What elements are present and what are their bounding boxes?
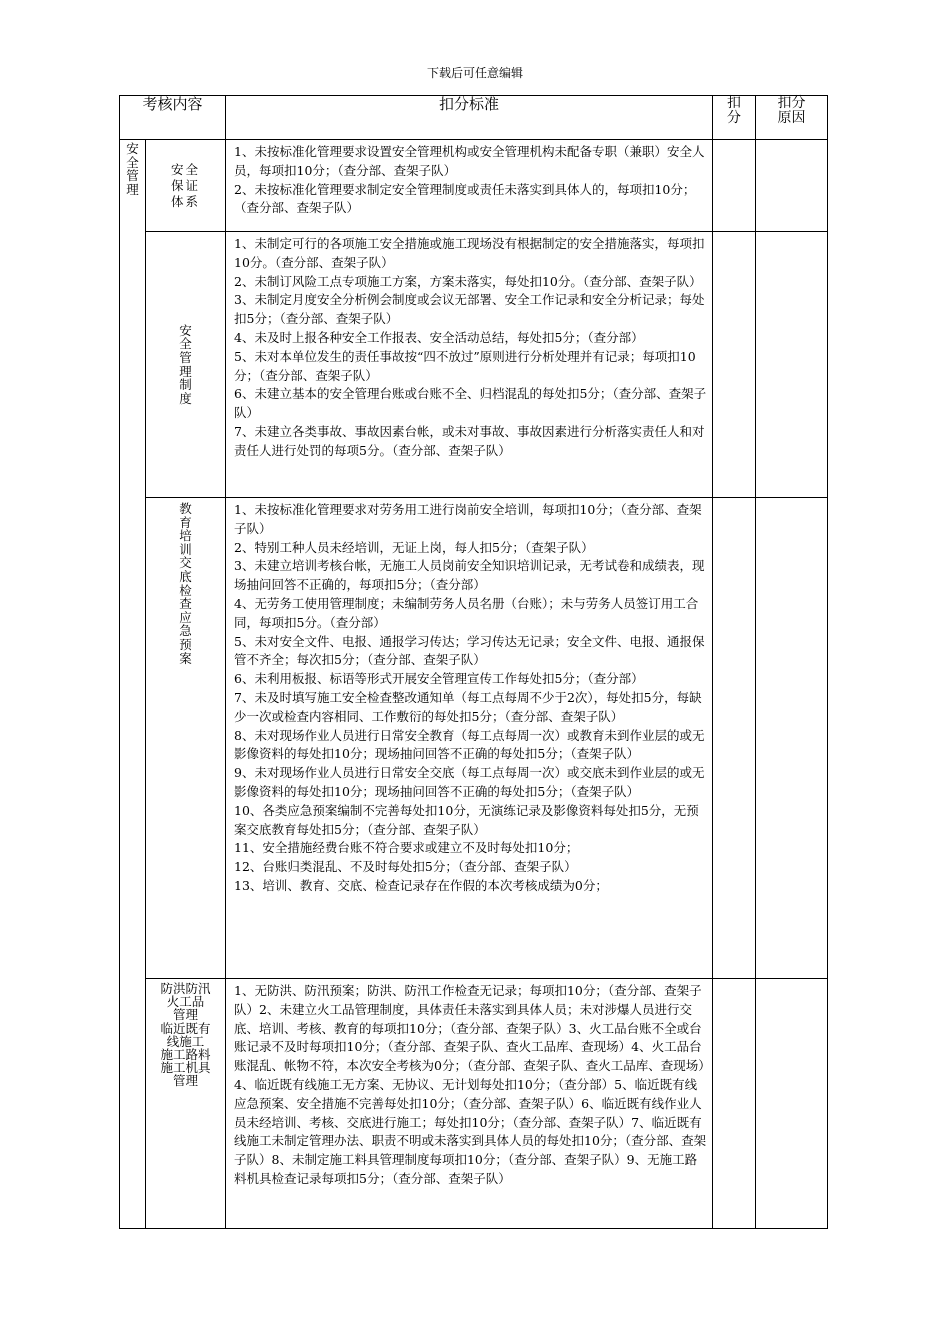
header-row	[120, 96, 828, 140]
category-label: 安全管理	[126, 141, 139, 197]
standard-cell	[226, 498, 713, 979]
score-table	[119, 95, 828, 1229]
standard-cell	[226, 140, 713, 232]
row-safety-system	[120, 140, 828, 232]
section-name: 安全保证体系	[146, 140, 226, 232]
standard-item: 7、未建立各类事故、事故因素台帐，或未对事故、事故因素进行分析落实责任人和对责任人进行处罚的每项5分。（查分部、查架子队）	[234, 423, 705, 458]
reason-cell[interactable]	[756, 232, 828, 498]
standard-cell	[226, 979, 713, 1229]
header-note: 下载后可任意编辑	[426, 66, 523, 80]
deduction-cell[interactable]	[713, 498, 756, 979]
standard-item: 5、未对安全文件、电报、通报学习传达；学习传达无记录；安全文件、电报、通报保管不齐全；每次扣5分；（查分部、查架子队）	[234, 633, 705, 668]
standard-item: 2、未按标准化管理要求制定安全管理制度或责任未落实到具体人的，每项扣10分；（查分部、查架子队）	[234, 181, 696, 216]
standard-item: 1、未制定可行的各项施工安全措施或施工现场没有根据制定的安全措施落实，每项扣10分。（查分部、查架子队）	[234, 236, 705, 270]
deduction-cell[interactable]	[713, 140, 756, 232]
standard-item: 11、安全措施经费台账不符合要求或建立不及时每处扣10分；	[234, 840, 579, 856]
standard-item: 2、未制订风险工点专项施工方案，方案未落实，每处扣10分。（查分部、查架子队）	[234, 273, 702, 289]
row-safety-rules	[120, 232, 828, 498]
section-name: 教育培训交底检查应急预案	[146, 498, 226, 979]
standard-item: 4、无劳务工使用管理制度；未编制劳务人员名册（台账）；未与劳务人员签订用工合同，每项扣5分。（查分部）	[234, 595, 699, 630]
header-deduction: 扣分	[713, 96, 756, 140]
standard-cell	[226, 232, 713, 498]
section-name: 防洪防汛 火工品 管理 临近既有 线施工 施工路料 施工机具 管理	[146, 979, 226, 1229]
standard-item: 13、培训、教育、交底、检查记录存在作假的本次考核成绩为0分；	[234, 877, 608, 893]
standard-item: 12、台账归类混乱、不及时每处扣5分；（查分部、查架子队）	[234, 859, 577, 875]
standard-text: 1、无防洪、防汛预案；防洪、防汛工作检查无记录；每项扣10分；（查分部、查架子队）2、未建立火工品管理制度，具体责任未落实到具体人员；未对涉爆人员进行交底、培训、考核、教育的每项扣10分；（查分部、查架子队）3、火工品台账不全或台账记录不及时每项扣10分；（查分部、查架子队、查火工品库、查现场）4、火工品台账混乱、帐物不符，本次安全考核为0分；（查分部、查架子队、查火工品库、查现场）4、临近既有线施工无方案、无协议、无计划每处扣10分；（查分部）5、临近既有线应急预案、安全措施不完善每处扣10分；（查分部、查架子队）6、临近既有线作业人员未经培训、考核、交底进行施工；每处扣10分；（查分部、查架子队）7、临近既有线施工未制定管理办法、职责不明或未落实到具体人员的每处扣10分；（查分部、查架子队）8、未制定施工料具管理制度每项扣10分；（查分部、查架子队）9、无施工路料机具检查记录每项扣5分；（查分部、查架子队）	[234, 983, 707, 1186]
standard-item: 7、未及时填写施工安全检查整改通知单（每工点每周不少于2次），每处扣5分，每缺少一次或检查内容相同、工作敷衍的每处扣5分；（查分部、查架子队）	[234, 689, 702, 724]
standard-item: 5、未对本单位发生的责任事故按“四不放过”原则进行分析处理并有记录；每项扣10分；（查分部、查架子队）	[234, 348, 696, 383]
header-content: 考核内容	[120, 96, 226, 140]
reason-cell[interactable]	[756, 979, 828, 1229]
section-name: 安全管理制度	[146, 232, 226, 498]
row-training	[120, 498, 828, 979]
standard-item: 3、未制定月度安全分析例会制度或会议无部署、安全工作记录和安全分析记录；每处扣5分；（查分部、查架子队）	[234, 292, 705, 327]
standard-item: 1、未按标准化管理要求设置安全管理机构或安全管理机构未配备专职（兼职）安全人员，每项扣10分；（查分部、查架子队）	[234, 144, 705, 178]
header-standard: 扣分标准	[226, 96, 713, 140]
reason-cell[interactable]	[756, 140, 828, 232]
deduction-cell[interactable]	[713, 979, 756, 1229]
standard-item: 6、未利用板报、标语等形式开展安全管理宣传工作每处扣5分；（查分部）	[234, 671, 644, 687]
standard-item: 10、各类应急预案编制不完善每处扣10分，无演练记录及影像资料每处扣5分，无预案交底教育每处扣5分；（查分部、查架子队）	[234, 802, 699, 837]
standard-item: 6、未建立基本的安全管理台账或台账不全、归档混乱的每处扣5分；（查分部、查架子队）	[234, 386, 707, 421]
standard-item: 3、未建立培训考核台帐，无施工人员岗前安全知识培训记录，无考试卷和成绩表，现场抽问回答不正确的，每项扣5分；（查分部）	[234, 558, 705, 593]
row-flood-explosives	[120, 979, 828, 1229]
standard-item: 9、未对现场作业人员进行日常安全交底（每工点每周一次）或交底未到作业层的或无影像资料的每处扣10分；现场抽问回答不正确的每处扣5分；（查架子队）	[234, 765, 705, 799]
standard-item: 4、未及时上报各种安全工作报表、安全活动总结，每处扣5分；（查分部）	[234, 329, 644, 345]
standard-item: 2、特别工种人员未经培训，无证上岗，每人扣5分；（查架子队）	[234, 539, 594, 555]
deduction-cell[interactable]	[713, 232, 756, 498]
category-cell	[120, 140, 146, 1229]
reason-cell[interactable]	[756, 498, 828, 979]
standard-item: 1、未按标准化管理要求对劳务用工进行岗前安全培训，每项扣10分；（查分部、查架子队）	[234, 502, 702, 536]
standard-item: 8、未对现场作业人员进行日常安全教育（每工点每周一次）或教育未到作业层的或无影像资料的每处扣10分；现场抽问回答不正确的每处扣5分；（查架子队）	[234, 727, 705, 762]
header-reason: 扣分原因	[756, 96, 828, 140]
